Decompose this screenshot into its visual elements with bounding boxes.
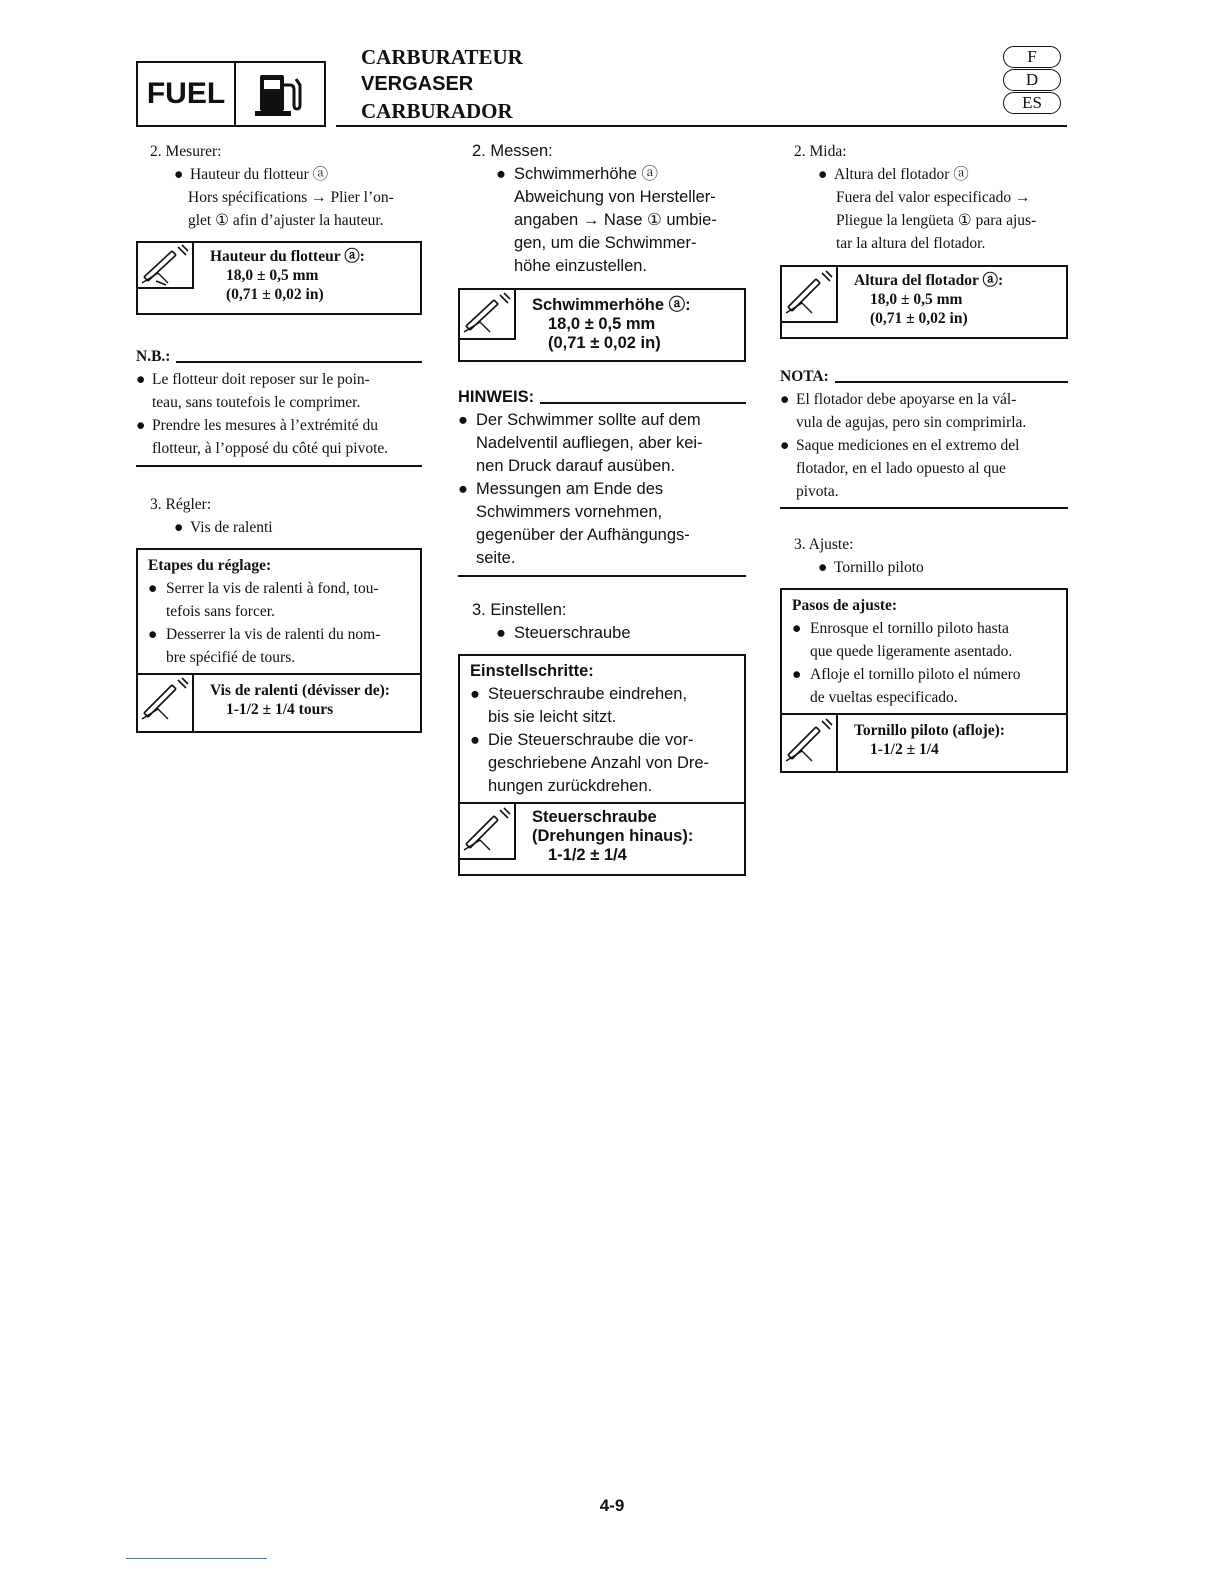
step-3-bullet: ● Vis de ralenti: [174, 519, 273, 536]
adjustment-steps-box: [780, 588, 1068, 773]
step-2-bullet: ● Hauteur du flotteur ⓐ: [174, 166, 329, 183]
title-german: VERGASER: [361, 73, 474, 95]
step-2-heading: 2. Messen:: [472, 142, 553, 160]
column-german: [458, 140, 746, 876]
steps-title: Pasos de ajuste:: [792, 597, 898, 614]
note-heading: HINWEIS:: [458, 386, 746, 409]
title-french: CARBURATEUR: [361, 45, 523, 69]
spec-value: 18,0 ± 0,5 mm: [548, 315, 656, 333]
step-2-text-line: glet ① afin d’ajuster la hauteur.: [188, 212, 384, 229]
spec-box-pilot-screw: [782, 713, 1066, 771]
step-3-heading: 3. Ajuste:: [794, 536, 854, 553]
adjustment-steps-box: [136, 548, 422, 733]
title-spanish: CARBURADOR: [361, 99, 513, 123]
language-badges: [1003, 46, 1065, 115]
vernier-caliper-icon: [782, 267, 838, 323]
spec-value: 1-1/2 ± 1/4: [548, 846, 627, 864]
step-3-heading: 3. Régler:: [150, 496, 212, 513]
step-2-text: Fuera del valor especificado → Pliegue la lengüeta ① para ajus- tar la altura del flotador.: [836, 189, 1037, 252]
steps-title: Etapes du réglage:: [148, 557, 272, 574]
spec-box-float-height: [458, 288, 746, 362]
spec-value: (0,71 ± 0,02 in): [870, 310, 968, 327]
steps-item: ● Afloje el tornillo piloto el número de vueltas especificado.: [792, 666, 1021, 706]
language-badge-es: ES: [1003, 92, 1061, 114]
language-badge-f: F: [1003, 46, 1061, 68]
note-item: ● Le flotteur doit reposer sur le poin- teau, sans toutefois le comprimer.: [136, 371, 370, 411]
steps-item: ● Die Steuerschraube die vor- geschriebene Anzahl von Dre- hungen zurückdrehen.: [470, 731, 710, 795]
step-2-heading: 2. Mida:: [794, 143, 847, 160]
header-rule: [336, 125, 1067, 127]
spec-box-pilot-screw: [138, 673, 420, 731]
spec-title: Schwimmerhöhe ⓐ:: [532, 296, 691, 314]
step-2-text-line: Hors spécifications → Plier l’on-: [188, 189, 394, 206]
vernier-caliper-icon: [460, 804, 516, 860]
spec-title: Vis de ralenti (dévisser de):: [210, 682, 390, 699]
note-item: ● Der Schwimmer sollte auf dem Nadelventil aufliegen, aber kei- nen Druck darauf ausüben.: [458, 411, 703, 475]
step-2-bullet: ● Schwimmerhöhe ⓐ: [496, 165, 658, 183]
note-item: ● Messungen am Ende des Schwimmers vornehmen, gegenüber der Aufhängungs- seite.: [458, 480, 690, 567]
vernier-caliper-icon: [460, 290, 516, 340]
step-3-bullet: ● Steuerschraube: [496, 624, 631, 642]
steps-title: Einstellschritte:: [470, 662, 594, 680]
spec-title: Altura del flotador ⓐ:: [854, 272, 1004, 289]
spec-box-pilot-screw: [460, 802, 744, 874]
spec-value: 1-1/2 ± 1/4 tours: [226, 701, 334, 718]
step-3-heading: 3. Einstellen:: [472, 601, 567, 619]
vernier-caliper-icon: [782, 715, 838, 771]
note-item: ● Saque mediciones en el extremo del flotador, en el lado opuesto al que pivota.: [780, 437, 1020, 500]
column-french: [136, 140, 422, 733]
adjustment-steps-box: [458, 654, 746, 876]
step-3-bullet: ● Tornillo piloto: [818, 559, 924, 576]
steps-item: ● Enrosque el tornillo piloto hasta que quede ligeramente asentado.: [792, 620, 1013, 660]
vernier-caliper-icon: [138, 675, 194, 731]
fuel-label: FUEL: [138, 63, 236, 125]
fuel-section-badge: [136, 61, 326, 127]
vernier-caliper-icon: [138, 243, 194, 289]
spec-value: (0,71 ± 0,02 in): [548, 334, 661, 352]
step-2-text: Abweichung von Hersteller- angaben → Nase ① umbie- gen, um die Schwimmer- höhe einzustellen.: [514, 188, 717, 275]
spec-title: Tornillo piloto (afloje):: [854, 722, 1005, 739]
spec-box-float-height: [136, 241, 422, 315]
spec-value: 18,0 ± 0,5 mm: [226, 267, 319, 284]
footer-link-underline: [126, 1558, 267, 1559]
spec-value: 1-1/2 ± 1/4: [870, 741, 939, 758]
page-number: 4-9: [599, 1496, 625, 1515]
note-heading: NOTA:: [780, 365, 1068, 388]
spec-box-float-height: [780, 265, 1068, 339]
spec-value: (0,71 ± 0,02 in): [226, 286, 324, 303]
language-badge-d: D: [1003, 69, 1061, 91]
fuel-pump-icon: [236, 63, 324, 125]
spec-value: 18,0 ± 0,5 mm: [870, 291, 963, 308]
note-item: ● Prendre les mesures à l’extrémité du flotteur, à l’opposé du côté qui pivote.: [136, 417, 389, 457]
column-spanish: [780, 140, 1068, 773]
steps-item: ● Steuerschraube eindrehen, bis sie leicht sitzt.: [470, 685, 688, 726]
note-item: ● El flotador debe apoyarse en la vál- vula de agujas, pero sin comprimirla.: [780, 391, 1027, 431]
step-2-heading: 2. Mesurer:: [150, 143, 222, 160]
step-2-bullet: ● Altura del flotador ⓐ: [818, 166, 969, 183]
steps-item: ● Desserrer la vis de ralenti du nom- bre spécifié de tours.: [148, 626, 381, 666]
spec-title: (Drehungen hinaus):: [532, 827, 694, 845]
spec-title: Steuerschraube: [532, 808, 657, 826]
steps-item: ● Serrer la vis de ralenti à fond, tou- tefois sans forcer.: [148, 580, 379, 620]
spec-title: Hauteur du flotteur ⓐ:: [210, 248, 365, 265]
note-heading: N.B.:: [136, 345, 422, 368]
